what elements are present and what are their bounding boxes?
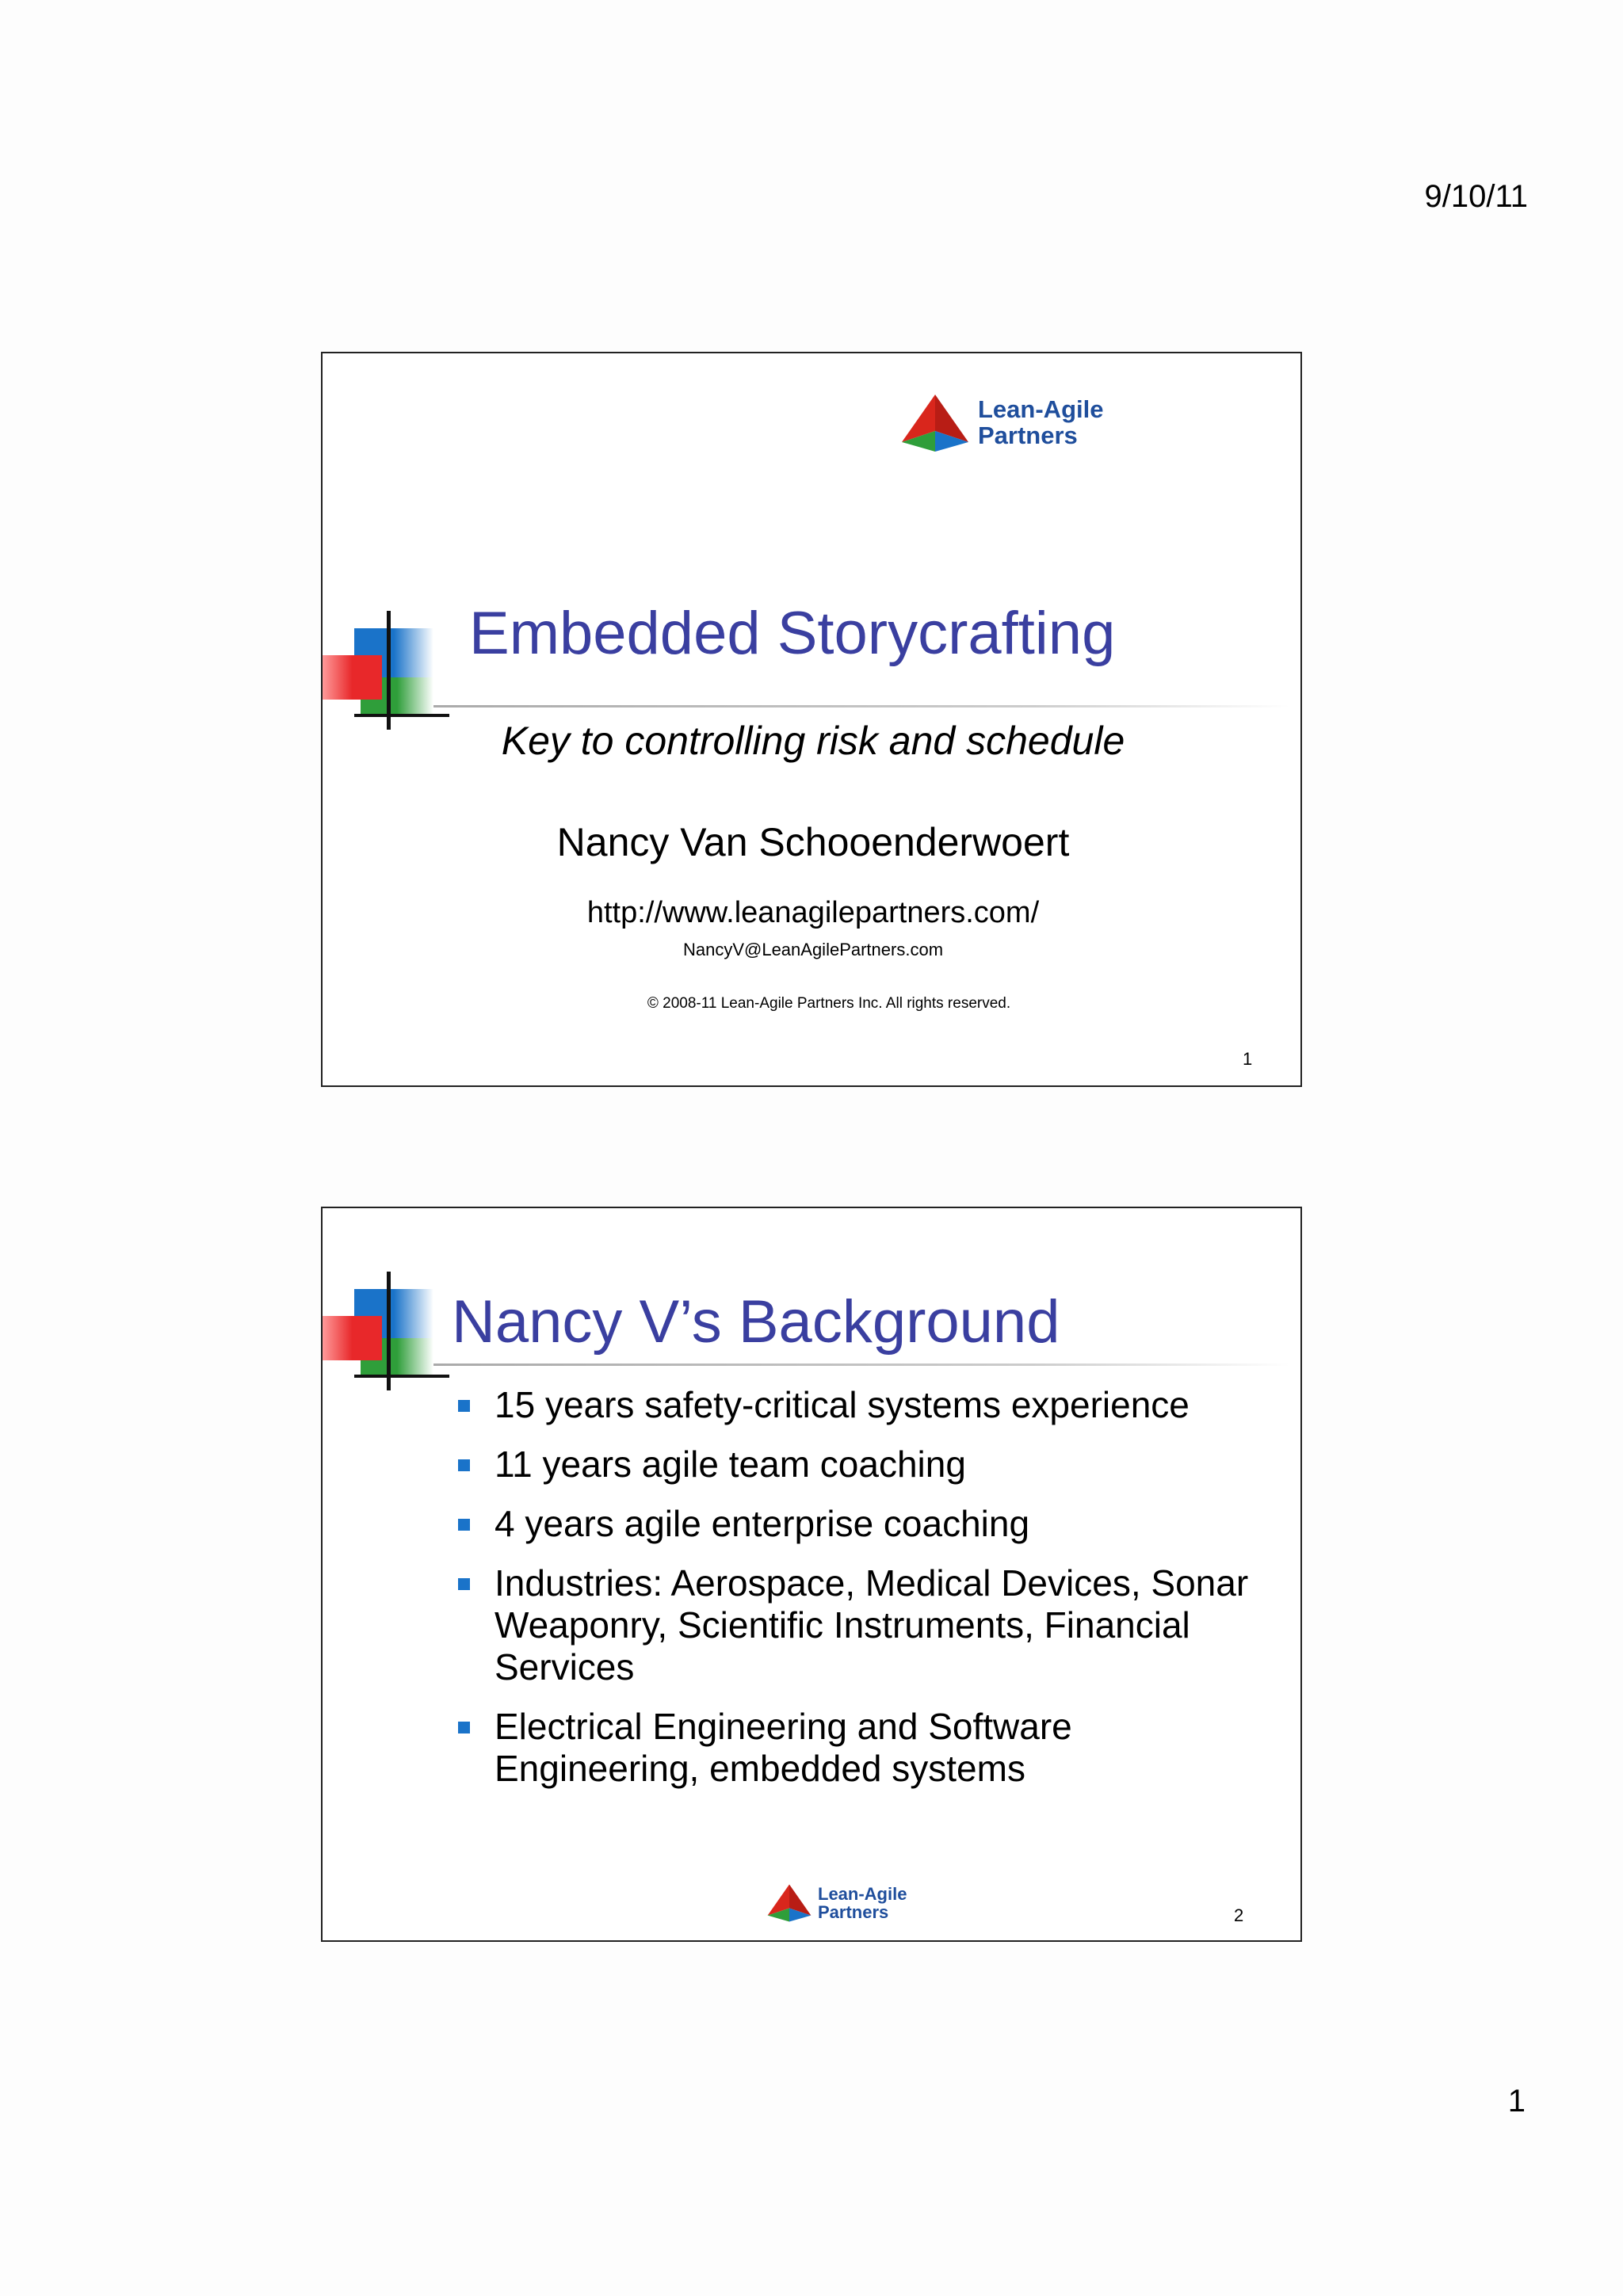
decorative-squares	[323, 1272, 449, 1390]
copyright-notice: © 2008-11 Lean-Agile Partners Inc. All rights reserved.	[647, 995, 1011, 1012]
logo-line-1: Lean-Agile	[978, 395, 1104, 424]
author-name: Nancy Van Schooenderwoert	[556, 820, 1070, 864]
list-item: Industries: Aerospace, Medical Devices, Sonar Weaponry, Scientific Instruments, Financial Services	[453, 1562, 1277, 1688]
website-link[interactable]: http://www.leanagilepartners.com/	[586, 896, 1040, 929]
pyramid-logo-icon	[766, 1883, 813, 1923]
slide-title: Nancy V’s Background	[452, 1288, 1060, 1356]
logo-line-2: Partners	[818, 1902, 889, 1922]
title-rule	[433, 705, 1289, 707]
slide-subtitle: Key to controlling risk and schedule	[501, 719, 1125, 763]
title-rule	[433, 1363, 1289, 1366]
bullet-square-icon	[458, 1578, 470, 1590]
list-item: Electrical Engineering and Software Engineering, embedded systems	[453, 1706, 1277, 1790]
slide-1	[321, 352, 1302, 1087]
bullet-square-icon	[458, 1459, 470, 1471]
slide-2	[321, 1207, 1302, 1942]
slide-number: 2	[1234, 1905, 1244, 1925]
logo-line-1: Lean-Agile	[818, 1883, 907, 1904]
pyramid-logo-icon	[899, 393, 972, 453]
bullet-square-icon	[458, 1519, 470, 1531]
list-item: 4 years agile enterprise coaching	[453, 1503, 1277, 1545]
bullet-square-icon	[458, 1722, 470, 1733]
logo-line-2: Partners	[978, 421, 1078, 449]
slide-number: 1	[1243, 1049, 1253, 1069]
company-logo	[766, 1883, 907, 1923]
page-number: 1	[1507, 2084, 1526, 2119]
email-link[interactable]: NancyV@LeanAgilePartners.com	[682, 940, 944, 959]
bullet-list	[453, 1384, 1277, 1807]
decorative-squares	[323, 611, 449, 730]
list-item: 11 years agile team coaching	[453, 1444, 1277, 1486]
bullet-square-icon	[458, 1400, 470, 1412]
slide-title: Embedded Storycrafting	[469, 600, 1116, 667]
company-logo	[899, 393, 1103, 453]
page-date: 9/10/11	[1424, 179, 1528, 214]
list-item: 15 years safety-critical systems experience	[453, 1384, 1277, 1426]
